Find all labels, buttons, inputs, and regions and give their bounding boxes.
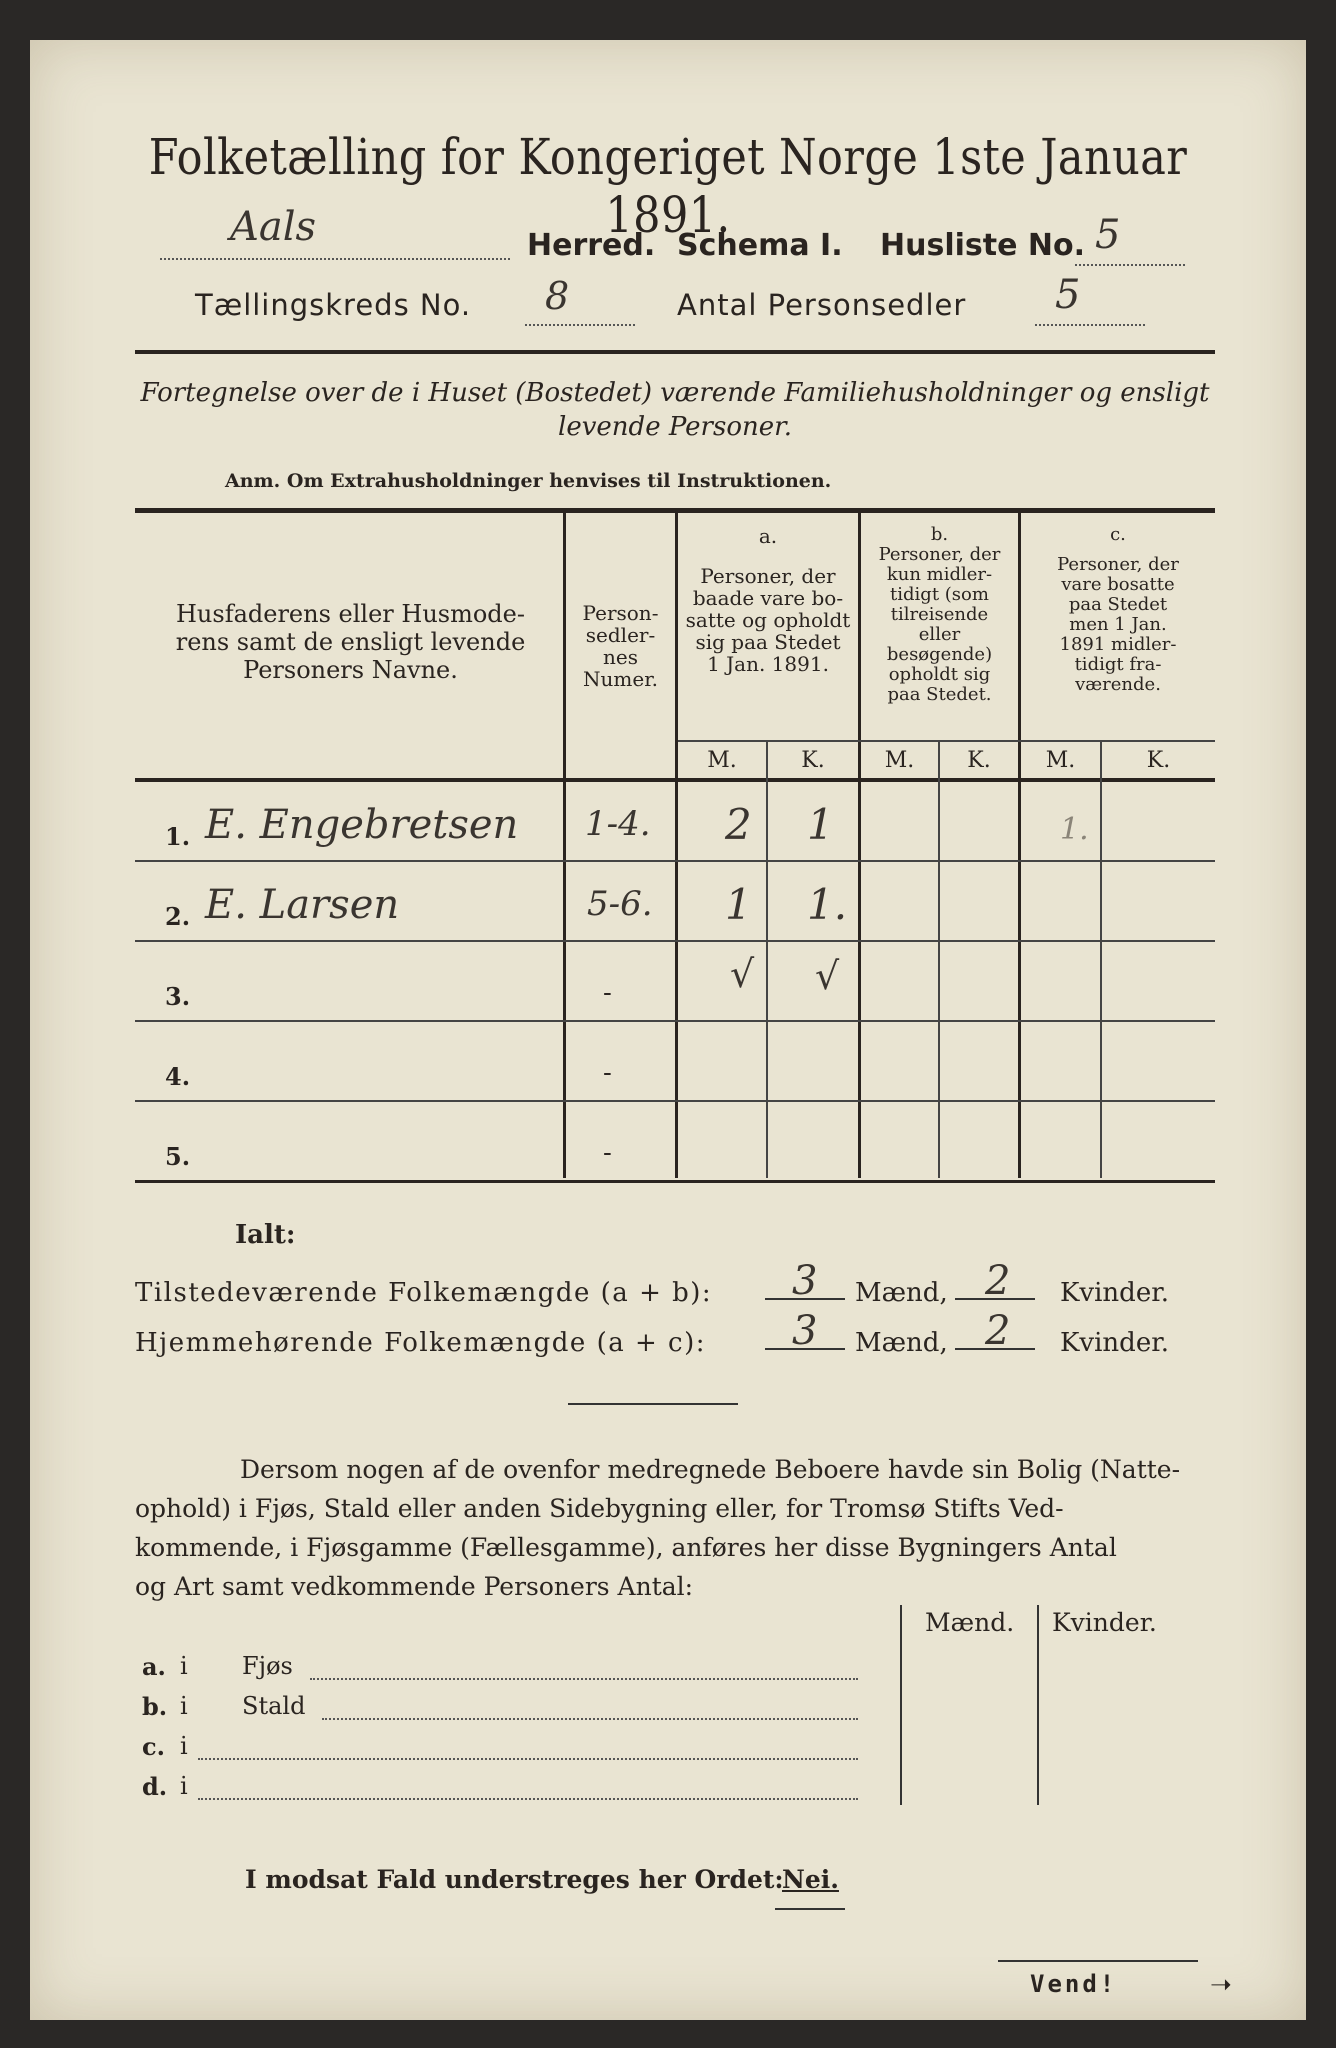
building-dotted-line (322, 1716, 858, 1720)
row-a-k: 1 (807, 800, 834, 849)
col-a-letter: a. (758, 524, 778, 548)
tilstede-maend: Mænd, (855, 1278, 948, 1308)
row-rule (135, 940, 1215, 942)
ialt-label: Ialt: (235, 1220, 296, 1250)
col-c-line: 1891 midler- (1059, 634, 1177, 655)
header-rule (135, 350, 1215, 354)
paragraph-line: kommende, i Fjøsgamme (Fællesgamme), anføres her disse Bygningers Antal (135, 1533, 1117, 1562)
col-c-header (1021, 525, 1215, 695)
modsat-text: I modsat Fald understreges her Ordet: (245, 1865, 784, 1894)
col-a-line: baade vare bo- (692, 586, 844, 610)
col-name-line: Husfaderens eller Husmode- (176, 600, 525, 628)
row-sedler: 1-4. (585, 804, 651, 844)
husliste-field (1075, 212, 1185, 266)
herred-field (160, 204, 510, 260)
personsedler-field (1035, 272, 1145, 326)
buildings-divider-2 (1037, 1605, 1039, 1805)
bolig-paragraph (135, 1450, 1215, 1606)
herred-value: Aals (230, 204, 317, 250)
col-name-line: rens samt de ensligt levende (175, 628, 526, 656)
col-c-line: tidigt fra- (1074, 654, 1162, 675)
building-dotted-line (198, 1796, 858, 1800)
c-k-label: K. (1146, 748, 1171, 773)
husliste-label: Husliste No. (880, 228, 1085, 263)
col-name-line: Personers Navne. (243, 656, 458, 684)
a-m-label: M. (707, 748, 737, 773)
row-number: 2. (165, 902, 191, 931)
building-dotted-line (198, 1756, 858, 1760)
col-num-line: Person- (582, 601, 659, 625)
col-num-line: nes (603, 645, 638, 669)
col-a-header (678, 525, 858, 675)
col-c-line: værende. (1075, 674, 1161, 695)
separator-rule (568, 1403, 738, 1405)
tilstede-m: 3 (792, 1258, 818, 1304)
table-bottom-rule (135, 1180, 1215, 1183)
building-name: Fjøs (242, 1652, 293, 1680)
col-a-line: Personer, der (700, 564, 836, 588)
row-sedler: 5-6. (587, 884, 653, 924)
intro-line-1: Fortegnelse over de i Huset (Bostedet) værende Familiehusholdninger og ensligt (140, 378, 1210, 408)
row-number: 4. (165, 1062, 191, 1091)
buildings-divider-1 (900, 1605, 902, 1805)
table-body (135, 782, 1215, 1180)
paragraph-line: og Art samt vedkommende Personers Antal: (135, 1572, 694, 1601)
building-letter: c. (142, 1732, 165, 1761)
building-i: i (180, 1652, 188, 1680)
schema-label: Schema I. (677, 228, 843, 263)
col-b-line: besøgende) (886, 644, 993, 665)
kreds-field (525, 274, 635, 326)
husliste-value: 5 (1095, 212, 1121, 258)
building-i: i (180, 1772, 188, 1800)
col-b-line: paa Stedet. (887, 684, 992, 705)
tilstede-k: 2 (985, 1258, 1011, 1304)
row-rule (135, 1100, 1215, 1102)
page-title: Folketælling for Kongeriget Norge 1ste Januar 1891. (148, 128, 1188, 244)
personsedler-label: Antal Personsedler (677, 288, 967, 322)
row-a-k: √ (815, 954, 840, 998)
col-c-letter: c. (1110, 524, 1126, 545)
building-letter: b. (142, 1692, 168, 1721)
col-a-line: sig paa Stedet (695, 630, 841, 654)
buildings-rows (142, 1652, 892, 1802)
personsedler-value: 5 (1055, 272, 1081, 318)
building-letter: a. (142, 1652, 166, 1681)
kreds-label: Tællingskreds No. (195, 288, 472, 322)
hjemme-maend: Mænd, (855, 1328, 948, 1358)
col-num-header (566, 602, 675, 690)
col-c-line: men 1 Jan. (1069, 614, 1167, 635)
hjemme-k: 2 (985, 1308, 1011, 1354)
building-dotted-line (310, 1676, 858, 1680)
col-b-line: tidigt (som (890, 584, 989, 605)
herred-label: Herred. (527, 228, 656, 263)
row-c-m: 1. (1060, 812, 1089, 847)
building-name: Stald (242, 1692, 306, 1720)
row-a-m: 1 (725, 880, 752, 929)
hjemme-kvinder: Kvinder. (1060, 1328, 1170, 1358)
nei-underline (775, 1908, 845, 1910)
b-m-label: M. (884, 748, 915, 773)
row-sedler: - (603, 1058, 612, 1088)
col-name-header (138, 600, 563, 684)
col-b-line: opholdt sig (888, 664, 991, 685)
col-b-line: Personer, der (878, 544, 1001, 565)
row-a-m: √ (730, 952, 755, 996)
mk-rule (678, 740, 1215, 742)
col-b-letter: b. (930, 524, 949, 545)
col-num-line: sedler- (585, 623, 656, 647)
a-k-label: K. (801, 748, 825, 773)
tilstede-label: Tilstedeværende Folkemængde (a + b): (135, 1278, 713, 1308)
building-letter: d. (142, 1772, 168, 1801)
hjemme-m: 3 (792, 1308, 818, 1354)
col-c-line: Personer, der (1057, 554, 1179, 575)
nei-word: Nei. (782, 1865, 839, 1894)
vend-text: Vend! (1030, 1970, 1118, 1998)
row-number: 3. (165, 982, 191, 1011)
census-sheet (30, 40, 1306, 2020)
paragraph-line: ophold) i Fjøs, Stald eller anden Sidebygning eller, for Tromsø Stifts Ved- (135, 1494, 1064, 1523)
row-name: E. Larsen (205, 882, 400, 928)
row-name: E. Engebretsen (205, 802, 519, 848)
tilstede-kvinder: Kvinder. (1060, 1278, 1170, 1308)
c-m-label: M. (1045, 748, 1076, 773)
col-c-line: vare bosatte (1061, 574, 1175, 595)
row-a-m: 2 (725, 800, 752, 849)
col-b-header (861, 525, 1018, 705)
vend-rule (998, 1960, 1198, 1962)
kreds-value: 8 (545, 274, 570, 318)
col-b-line: kun midler- (886, 564, 993, 585)
row-sedler: - (603, 978, 612, 1008)
col-a-line: 1 Jan. 1891. (707, 652, 829, 676)
building-i: i (180, 1692, 188, 1720)
col-b-line: tilreisende (890, 604, 989, 625)
row-rule (135, 860, 1215, 862)
arrow-icon: ➝ (1210, 1970, 1232, 2000)
buildings-maend-head: Mænd. (925, 1608, 1015, 1637)
intro-line-2: levende Personer. (558, 412, 792, 442)
row-sedler: - (603, 1138, 612, 1168)
building-i: i (180, 1732, 188, 1760)
paragraph-line: Dersom nogen af de ovenfor medregnede Beboere havde sin Bolig (Natte- (240, 1455, 1181, 1484)
b-k-label: K. (967, 748, 991, 773)
row-number: 5. (165, 1142, 191, 1171)
col-num-line: Numer. (583, 667, 658, 691)
col-a-line: satte og opholdt (685, 608, 851, 632)
row-rule (135, 1020, 1215, 1022)
col-c-line: paa Stedet (1068, 594, 1168, 615)
buildings-kvinder-head: Kvinder. (1052, 1608, 1157, 1637)
anm-note: Anm. Om Extrahusholdninger henvises til Instruktionen. (225, 470, 832, 492)
row-a-k: 1. (807, 880, 848, 929)
col-b-line: eller (918, 624, 961, 645)
hjemme-label: Hjemmehørende Folkemængde (a + c): (135, 1328, 706, 1358)
row-number: 1. (165, 822, 191, 851)
